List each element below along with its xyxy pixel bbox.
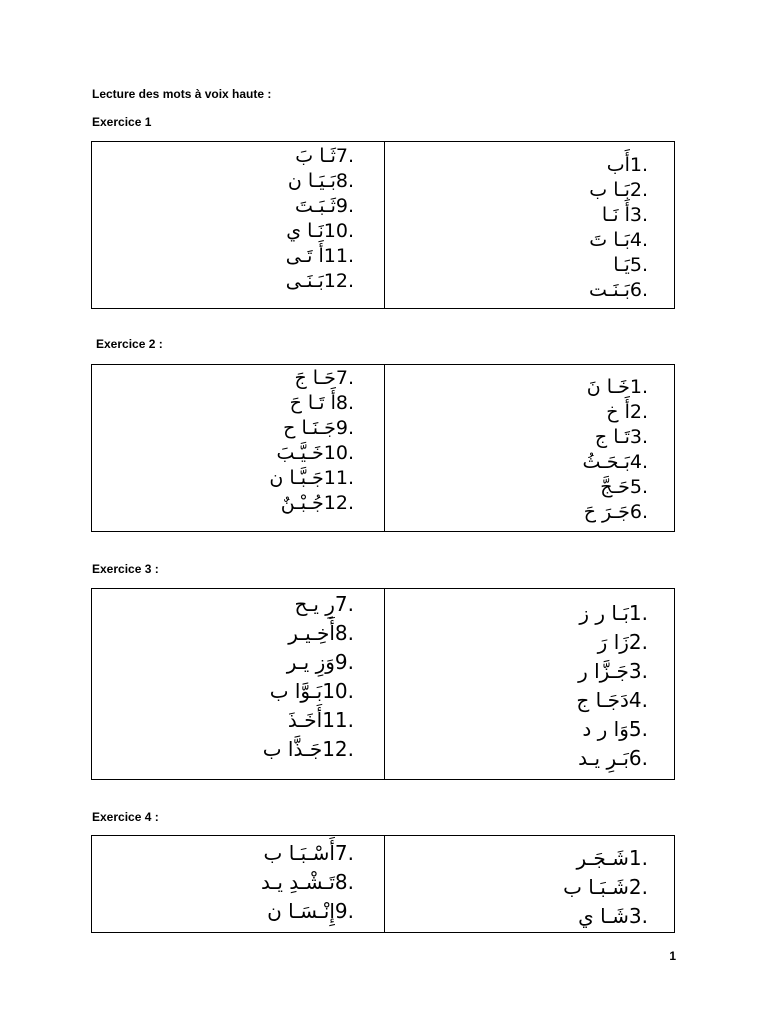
- exercise-1-right-column: [385, 142, 676, 308]
- list-item: 7.ثَـا بَ: [295, 145, 354, 167]
- list-item: 7.حَـا جَ: [294, 367, 354, 389]
- list-item: 7.أَسْـبَـا ب: [263, 841, 354, 865]
- list-item: 5.يَـا: [613, 254, 648, 276]
- list-item: 5.حَـجَّ: [600, 476, 648, 498]
- list-item: 6.بَـرِ يـد: [578, 746, 648, 770]
- list-item: 12.جُـبْـنٌ: [280, 492, 354, 514]
- exercise-4-right-column: [385, 836, 676, 932]
- list-item: 10.نَـا ي: [286, 220, 354, 242]
- list-item: 9.وَزِ يـر: [286, 650, 354, 674]
- exercise-3-table: [91, 588, 675, 780]
- list-item: 6.جَـرَ حَ: [583, 501, 648, 523]
- list-item: 7.رِ يـح: [294, 592, 354, 616]
- list-item: 4.بَـا تَ: [589, 229, 648, 251]
- exercise-4-left-column: [92, 836, 384, 932]
- list-item: 2.زَا رَ: [597, 630, 648, 654]
- exercise-3-heading: Exercice 3 :: [92, 562, 159, 576]
- exercise-4-table: [91, 835, 675, 933]
- list-item: 3.جَـزَّا ر: [578, 659, 648, 683]
- list-item: 11.أَخَـذَ: [287, 708, 354, 732]
- exercise-2-table: [91, 364, 675, 532]
- list-item: 1.بَـا ر ز: [579, 601, 648, 625]
- list-item: 2.بَـا ب: [589, 179, 648, 201]
- exercise-3-left-column: [92, 589, 384, 779]
- list-item: 8.أَ تَـا حَ: [289, 392, 354, 414]
- list-item: 8.تَـشْـدِ يـد: [261, 870, 354, 894]
- list-item: 11.جَـبَّـا ن: [269, 467, 354, 489]
- list-item: 8.بَـيَـا ن: [287, 170, 354, 192]
- list-item: 1.أَب: [606, 154, 648, 176]
- list-item: 9.إِنْـسَـا ن: [267, 899, 354, 923]
- list-item: 3.شَـا ي: [578, 904, 648, 928]
- list-item: 9.ثَـبَـتَ: [295, 195, 354, 217]
- list-item: 11.أَ تَـى: [285, 245, 354, 267]
- list-item: 12.بَـنَـى: [285, 270, 354, 292]
- exercise-1-left-column: [92, 142, 384, 308]
- list-item: 10.بَـوَّا ب: [269, 679, 354, 703]
- list-item: 2.شَـبَـا ب: [563, 875, 648, 899]
- list-item: 12.جَـذَّا ب: [262, 737, 354, 761]
- list-item: 4.دَجَـا ج: [576, 688, 648, 712]
- exercise-3-right-column: [385, 589, 676, 779]
- list-item: 8.أَخِـيـر: [288, 621, 354, 645]
- exercise-2-heading: Exercice 2 :: [96, 337, 163, 351]
- list-item: 1.شَـجَـر: [576, 846, 648, 870]
- exercise-1-heading: Exercice 1: [92, 115, 152, 129]
- list-item: 2.أَ خ: [606, 401, 648, 423]
- list-item: 10.خَـيَّـبَ: [276, 442, 354, 464]
- list-item: 9.جَـنَـا ح: [283, 417, 354, 439]
- list-item: 3.تَـا ج: [594, 426, 648, 448]
- list-item: 6.بَـنَـت: [589, 279, 648, 301]
- list-item: 5.وَا ر د: [582, 717, 648, 741]
- list-item: 3.أَ نَـا: [601, 204, 648, 226]
- document-title: Lecture des mots à voix haute :: [92, 87, 272, 101]
- page-number: 1: [669, 949, 676, 963]
- list-item: 1.خَـا نَ: [586, 376, 648, 398]
- list-item: 4.بَـحَـثُ: [582, 451, 648, 473]
- exercise-1-table: [91, 141, 675, 309]
- exercise-4-heading: Exercice 4 :: [92, 810, 159, 824]
- exercise-2-right-column: [385, 365, 676, 531]
- exercise-2-left-column: [92, 365, 384, 531]
